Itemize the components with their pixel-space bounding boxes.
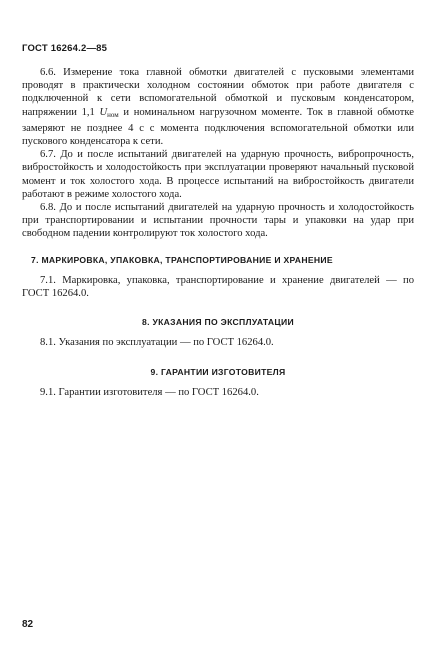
section-9-title: 9. ГАРАНТИИ ИЗГОТОВИТЕЛЯ	[150, 367, 286, 378]
paragraph-9-1: 9.1. Гарантии изготовителя — по ГОСТ 16264.0.	[40, 387, 259, 399]
document-header: ГОСТ 16264.2—85	[22, 43, 108, 54]
paragraph-8-1: 8.1. Указания по эксплуатации — по ГОСТ 16264.0.	[40, 337, 274, 349]
paragraph-6-7: 6.7. До и после испытаний двигателей на ударную прочность, вибропрочность, вибростойкость и холодостойкость при эксплуатации проверяют начальный пусковой момент и ток холостого хода. В процессе испытаний на вибростойкость двигатели работают в режиме холостого хода.	[22, 149, 414, 200]
paragraph-6-6-continuation: и номинальном нагрузочном моменте. Ток в главной обмотке замеряют не позднее 4 с с момента подключения вспомогательной обмотки или пускового конденсатора к сети.	[22, 106, 414, 148]
paragraph-6-8: 6.8. До и после испытаний двигателей на ударную прочность и холодостойкость при транспортировании и испытании прочности тары и упаковки на удар при свободном падении контролируют ток холостого хода.	[22, 202, 414, 240]
paragraph-7-1: 7.1. Маркировка, упаковка, транспортирование и хранение двигателей — по ГОСТ 16264.0.	[22, 274, 414, 299]
page-number: 82	[22, 619, 34, 630]
section-7-title: 7. МАРКИРОВКА, УПАКОВКА, ТРАНСПОРТИРОВАНИЕ И ХРАНЕНИЕ	[31, 254, 333, 265]
document-body	[22, 66, 414, 399]
paragraph-6-6	[22, 66, 414, 148]
paragraph-6-6-text: 6.6. Измерение тока главной обмотки двигателей с пусковыми элементами проводят в практически холодном состоянии обмоток при работе двигателя с подключенной к сети вспомогательной обмоткой и пусковым конденсатором, напряжении 1,1	[22, 67, 414, 118]
section-8-title: 8. УКАЗАНИЯ ПО ЭКСПЛУАТАЦИИ	[142, 317, 294, 328]
voltage-symbol: U	[99, 106, 108, 118]
voltage-subscript: ном	[107, 110, 119, 119]
